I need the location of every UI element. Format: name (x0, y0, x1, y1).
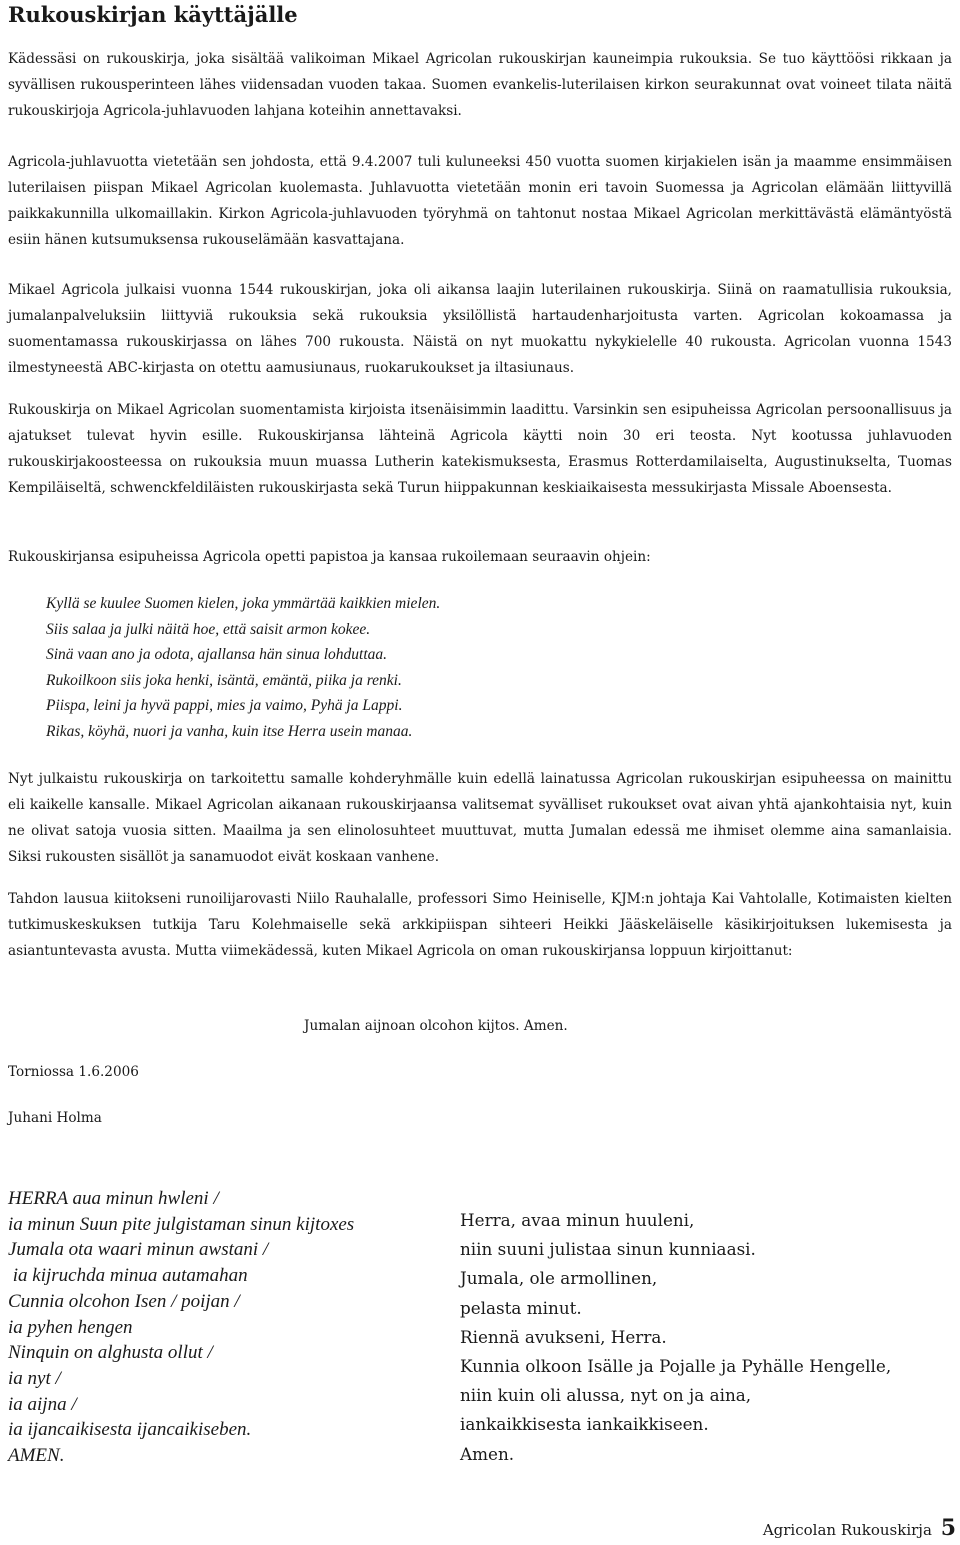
page-title: Rukouskirjan käyttäjälle (8, 2, 298, 27)
modern-prayer-line: Herra, avaa minun huuleni, (460, 1210, 695, 1230)
author-signature: Juhani Holma (8, 1110, 102, 1126)
old-prayer-line: ia minun Suun pite julgistaman sinun kijtoxes (8, 1213, 355, 1235)
sources-paragraph: Rukouskirja on Mikael Agricolan suomentamista kirjoista itsenäisimmin laadittu. Varsinkin sen esipuheissa Agricolan persoonallisuus ja ajatukset tulevat hyvin esille. Rukouskirjansa lähteinä Agricola käytti noin 30 eri teosta. Nyt kootussa juhlavuoden rukouskirjakoosteessa on rukouksia muun muassa Lutherin katekismuksesta, Erasmus Rotterdamilaiselta, Augustinukselta, Tuomas Kempiläiseltä, schwenckfeldiläisten rukouskirjasta sekä Turun hiippakunnan keskiaikaisesta messukirjasta Missale Aboensesta. (8, 402, 952, 496)
poem-line: Piispa, leini ja hyvä pappi, mies ja vaimo, Pyhä ja Lappi. (46, 697, 403, 714)
old-prayer-line: HERRA aua minun hwleni / (8, 1188, 219, 1209)
page-footer (763, 1516, 956, 1542)
old-prayer-line: AMEN. (8, 1445, 65, 1467)
old-prayer-line: ia kijruchda minua autamahan (8, 1265, 248, 1287)
prayerbook-history-paragraph: Mikael Agricola julkaisi vuonna 1544 rukouskirjan, joka oli aikansa laajin luterilainen rukouskirja. Siinä on raamatullisia rukouksia, jumalanpalveluksiin liittyviä rukouksia sekä rukouksia yksilöllistä hartaudenharjoitusta varten. Agricolan kokoamassa ja suomentamassa rukouskirjassa on lähes 700 rukousta. Näistä on nyt muokattu nykykielelle 40 rukousta. Agricolan vuonna 1543 ilmestyneestä ABC-kirjasta on otettu aamusiunaus, ruokarukoukset ja iltasiunaus. (8, 282, 952, 376)
poem-line: Rukoilkoon siis joka henki, isäntä, emäntä, piika ja renki. (46, 671, 402, 689)
acknowledgements-paragraph: Tahdon lausua kiitokseni runoilijarovasti Niilo Rauhalalle, professori Simo Heiniselle, KJM:n johtaja Kai Vahtolalle, Kotimaisten kielten tutkimuskeskuksen tutkija Taru Kolehmaiselle sekä arkkipiispan sihteeri Heikki Jääskeläiselle käsikirjoituksen lukemisesta ja asiantuntevasta avusta. Mutta viimekädessä, kuten Mikael Agricola on oman rukouskirjansa loppuun kirjoittanut: (8, 891, 952, 959)
old-prayer-line: ia ijancaikisesta ijancaikiseben. (8, 1419, 252, 1441)
old-finnish-prayer (8, 1186, 448, 1469)
modern-finnish-prayer (460, 1206, 958, 1469)
poem-line: Rikas, köyhä, nuori ja vanha, kuin itse Herra usein manaa. (46, 722, 413, 740)
agricola-poem (46, 591, 746, 744)
modern-prayer-line: Jumala, ole armollinen, (460, 1268, 658, 1289)
old-prayer-line: Ninquin on alghusta ollut / (8, 1342, 213, 1364)
old-prayer-line: Jumala ota waari minun awstani / (8, 1239, 269, 1261)
old-prayer-line: ia pyhen hengen (8, 1316, 133, 1338)
instruction-intro-paragraph: Rukouskirjansa esipuheissa Agricola opetti papistoa ja kansaa rukoilemaan seuraavin ohjein: (8, 549, 651, 565)
modern-prayer-line: Riennä avukseni, Herra. (460, 1326, 667, 1347)
modern-prayer-line: Kunnia olkoon Isälle ja Pojalle ja Pyhälle Hengelle, (460, 1356, 892, 1377)
page-number: 5 (940, 1515, 956, 1541)
modern-prayer-line: niin suuni julistaa sinun kunniaasi. (460, 1239, 756, 1260)
modern-prayer-line: niin kuin oli alussa, nyt on ja aina, (460, 1385, 752, 1406)
old-prayer-line: ia nyt / (8, 1367, 61, 1389)
jubilee-paragraph: Agricola-juhlavuotta vietetään sen johdosta, että 9.4.2007 tuli kuluneeksi 450 vuotta suomen kirjakielen isän ja maamme ensimmäisen luterilaisen piispan Mikael Agricolan kuolemasta. Juhlavuotta vietetään monin eri tavoin Suomessa ja Agricolan elämään liittyvillä paikkakunnilla ulkomaillakin. Kirkon Agricola-juhlavuoden työryhmä on tahtonut nostaa Mikael Agricolan merkittävästä elämäntyöstä esiin hänen kutsumuksensa rukouselämään kasvattajana. (8, 154, 952, 248)
place-date: Torniossa 1.6.2006 (8, 1064, 139, 1080)
audience-paragraph: Nyt julkaistu rukouskirja on tarkoitettu samalle kohderyhmälle kuin edellä lainatussa Agricolan rukouskirjan esipuheessa on mainittu eli kaikelle kansalle. Mikael Agricolan aikanaan rukouskirjaansa valitsemat syvälliset rukoukset ovat aivan yhtä ajankohtaisia nyt, kuin ne olivat satoja vuosia sitten. Maailma ja sen elinolosuhteet muuttuvat, mutta Jumalan edessä me ihmiset olemme aina samanlaisia. Siksi rukousten sisällöt ja sanamuodot eivät koskaan vanhene. (8, 771, 952, 865)
poem-line: Sinä vaan ano ja odota, ajallansa hän sinua lohduttaa. (46, 646, 388, 663)
old-prayer-line: Cunnia olcohon Isen / poijan / (8, 1290, 240, 1312)
intro-paragraph: Kädessäsi on rukouskirja, joka sisältää valikoiman Mikael Agricolan rukouskirjan kauneimpia rukouksia. Se tuo käyttöösi rikkaan ja syvällisen rukousperinteen lähes viidensadan vuoden takaa. Suomen evankelis-luterilaisen kirkon seurakunnat ovat voineet tilata näitä rukouskirjoja Agricola-juhlavuoden lahjana koteihin annettavaksi. (8, 51, 952, 119)
poem-line: Siis salaa ja julki näitä hoe, että saisit armon kokee. (46, 620, 371, 638)
closing-quote: Jumalan aijnoan olcohon kijtos. Amen. (304, 1018, 568, 1034)
poem-line: Kyllä se kuulee Suomen kielen, joka ymmärtää kaikkien mielen. (46, 595, 441, 612)
modern-prayer-line: iankaikkisesta iankaikkiseen. (460, 1414, 709, 1435)
modern-prayer-line: Amen. (460, 1443, 515, 1464)
old-prayer-line: ia aijna / (8, 1393, 77, 1415)
footer-book-title: Agricolan Rukouskirja (762, 1521, 932, 1539)
modern-prayer-line: pelasta minut. (460, 1297, 582, 1318)
